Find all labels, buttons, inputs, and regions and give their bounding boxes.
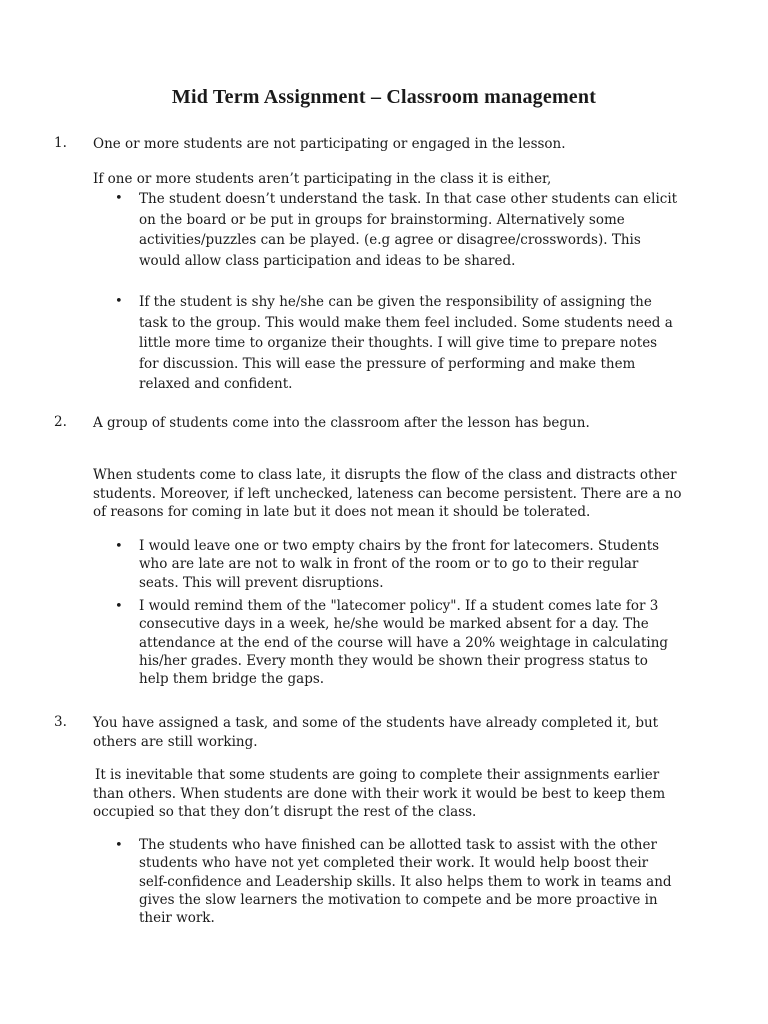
section-3-intro: It is inevitable that some students are going to complete their assignments earlier than others. When students are done with their work it would be best to keep them occupied so that they don’t disrupt the rest of the class. (93, 767, 666, 820)
bullet-icon: • (115, 838, 123, 853)
section-3-number: 3. (54, 714, 67, 730)
section-2-intro: When students come to class late, it disrupts the flow of the class and distracts other students. Moreover, if left unchecked, lateness can become persistent. There are a no of reasons for coming in late but it does not mean it should be tolerated. (93, 467, 682, 520)
section-1-number: 1. (54, 135, 67, 151)
section-2-number: 2. (54, 414, 67, 430)
bullet-icon: • (115, 294, 123, 309)
bullet-icon: • (115, 191, 123, 206)
bullet-icon: • (115, 599, 123, 614)
bullet-icon: • (115, 539, 123, 554)
section-3-bullet-1: The students who have finished can be allotted task to assist with the other students who have not yet completed their work. It would help boost their self-confidence and Leadership skills. It also helps them to work in teams and gives the slow learners the motivation to compete and be more proactive in their work. (139, 837, 672, 927)
section-2-bullet-2: I would remind them of the "latecomer policy". If a student comes late for 3 consecutive days in a week, he/she would be marked absent for a day. The attendance at the end of the course will have a 20% weightage in calculating his/her grades. Every month they would be shown their progress status to help them bridge the gaps. (139, 598, 669, 688)
section-1-bullet-1: The student doesn’t understand the task. In that case other students can elicit on the board or be put in groups for brainstorming. Alternatively some activities/puzzles can be played. (e.g agree or disagree/crosswords). This would allow class participation and ideas to be shared. (139, 191, 678, 269)
section-2-bullet-1: I would leave one or two empty chairs by the front for latecomers. Students who are late are not to walk in front of the room or to go to their regular seats. This will prevent disruptions. (139, 538, 660, 591)
section-2-question: A group of students come into the classroom after the lesson has begun. (93, 415, 590, 431)
section-1-intro: If one or more students aren’t participating in the class it is either, (93, 171, 552, 187)
section-1-bullet-2: If the student is shy he/she can be given the responsibility of assigning the task to the group. This would make them feel included. Some students need a little more time to organize their thoughts. I will give time to prepare notes for discussion. This will ease the pressure of performing and make them relaxed and confident. (139, 294, 673, 392)
section-3-question: You have assigned a task, and some of the students have already completed it, but others are still working. (93, 715, 659, 750)
page-title: Mid Term Assignment – Classroom management (171, 86, 597, 108)
section-1-question: One or more students are not participating or engaged in the lesson. (93, 136, 566, 152)
